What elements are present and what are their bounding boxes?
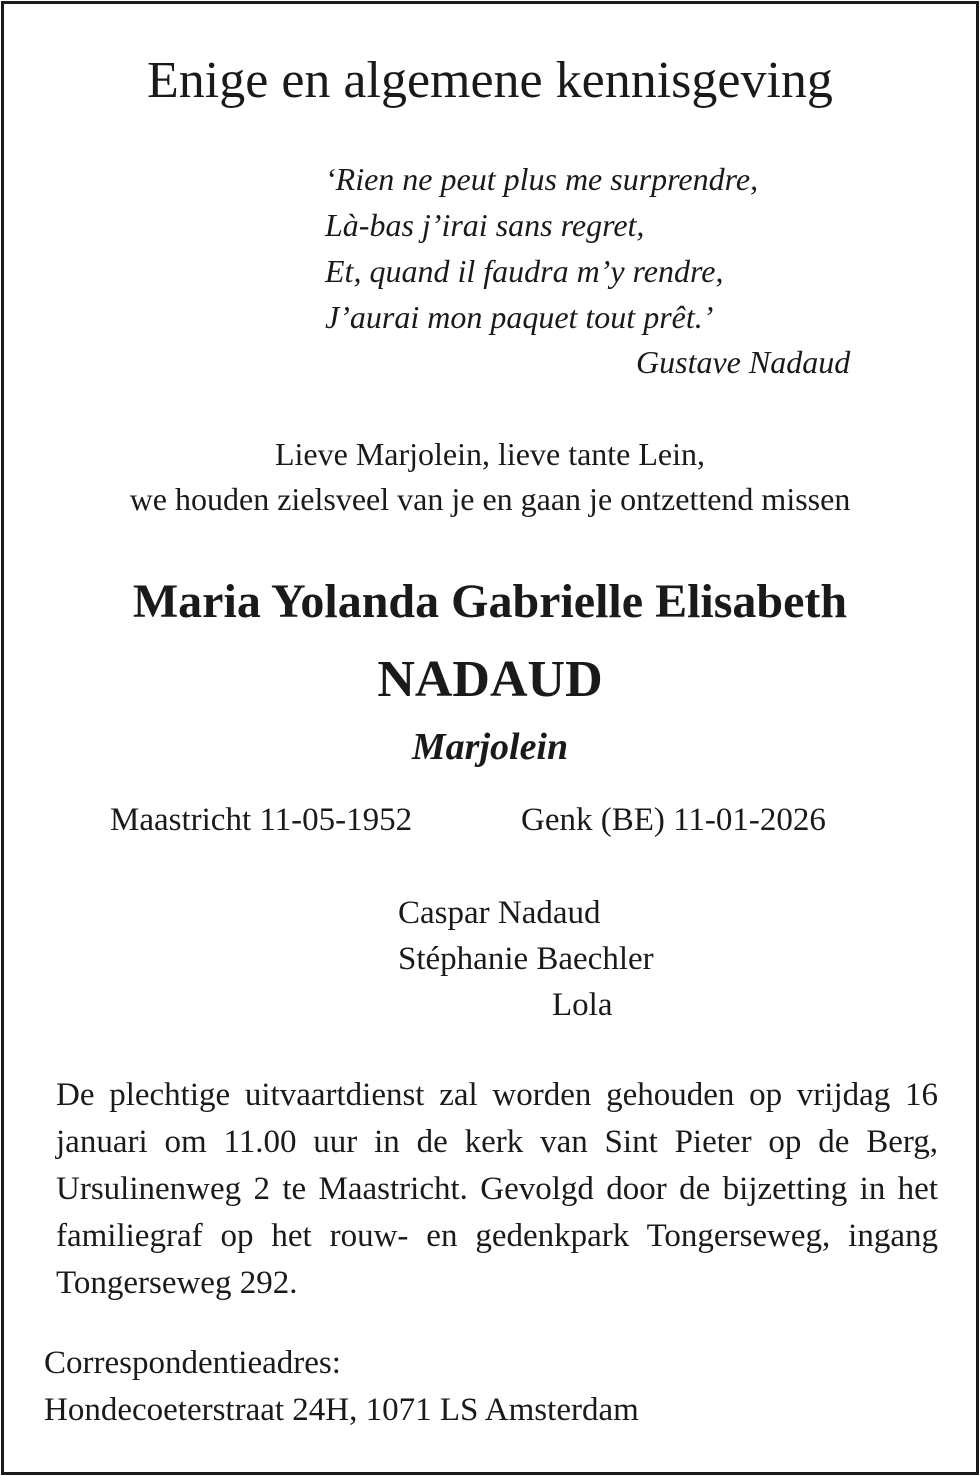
- intro-line: we houden zielsveel van je en gaan je ontzettend missen: [129, 481, 851, 517]
- poem-line: Là-bas j’irai sans regret,: [325, 207, 645, 243]
- relative-name: Caspar Nadaud: [398, 895, 601, 931]
- relative-name: Stéphanie Baechler: [398, 941, 654, 977]
- death-place-date: Genk (BE) 11-01-2026: [521, 802, 826, 838]
- relative-name: Lola: [552, 987, 613, 1023]
- intro-text: [0, 432, 980, 522]
- correspondence-label: Correspondentieadres:: [44, 1345, 341, 1381]
- deceased-surname: NADAUD: [377, 651, 603, 708]
- poem: [325, 156, 758, 340]
- relatives-list: [398, 890, 654, 1028]
- deceased-given-names: Maria Yolanda Gabrielle Elisabeth: [132, 575, 848, 628]
- notice-heading: Enige en algemene kennisgeving: [147, 52, 833, 109]
- poem-line: ‘Rien ne peut plus me surprendre,: [325, 161, 759, 197]
- deceased-call-name: Marjolein: [411, 726, 569, 768]
- poem-author: Gustave Nadaud: [636, 344, 851, 380]
- poem-line: J’aurai mon paquet tout prêt.’: [325, 299, 714, 335]
- correspondence-address: Hondecoeterstraat 24H, 1071 LS Amsterdam: [44, 1392, 639, 1428]
- correspondence-block: [44, 1340, 639, 1434]
- poem-line: Et, quand il faudra m’y rendre,: [325, 253, 724, 289]
- service-details: De plechtige uitvaartdienst zal worden gehouden op vrijdag 16 januari om 11.00 uur in de kerk van Sint Pieter op de Berg, Ursulinenweg 2 te Maastricht. Gevolgd door de bijzetting in het familiegraf op het rouw- en gedenkpark Tongerseweg, ingang Tongerseweg 292.: [56, 1077, 938, 1301]
- birth-place-date: Maastricht 11-05-1952: [110, 802, 413, 838]
- intro-line: Lieve Marjolein, lieve tante Lein,: [274, 436, 706, 472]
